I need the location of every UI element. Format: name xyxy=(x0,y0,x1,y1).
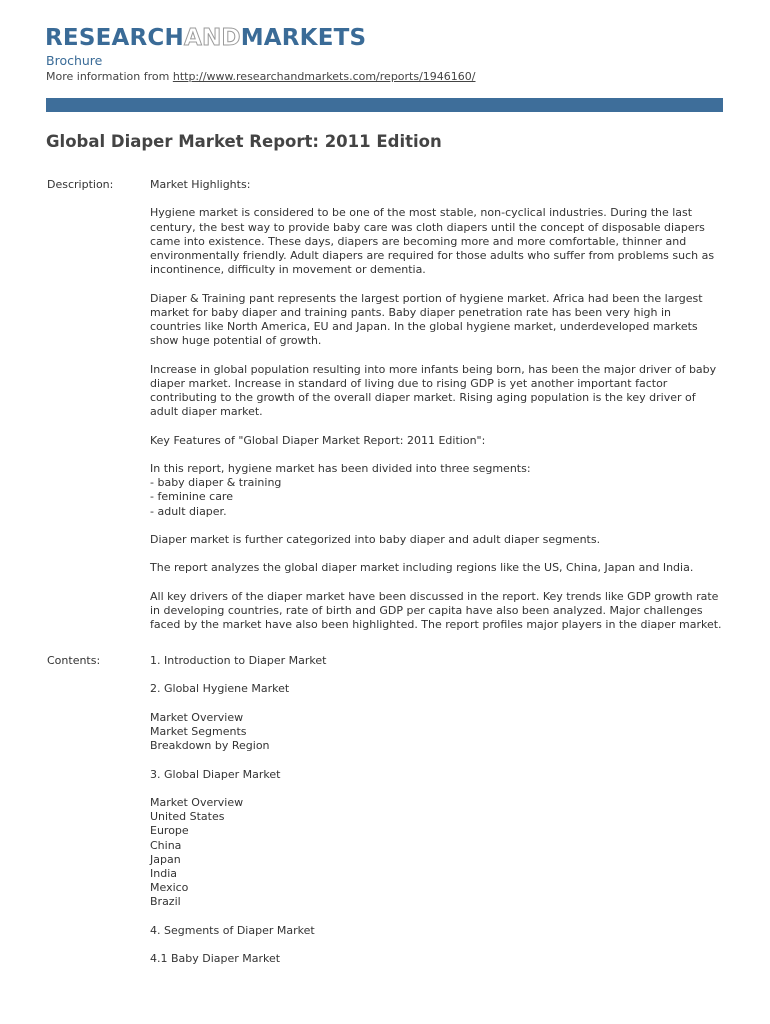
toc-subitem: United States xyxy=(150,810,225,824)
header-divider-bar xyxy=(46,98,723,112)
toc-subitem: Market Overview xyxy=(150,795,244,809)
report-url-link[interactable]: http://www.researchandmarkets.com/reports/1946160/ xyxy=(172,70,476,83)
toc-subitem: Brazil xyxy=(150,895,181,909)
desc-paragraph: The report analyzes the global diaper market including regions like the US, China, Japan and India. xyxy=(150,561,694,575)
toc-subitem: India xyxy=(150,866,177,880)
report-title: Global Diaper Market Report: 2011 Edition xyxy=(46,132,442,151)
toc-subitem: Breakdown by Region xyxy=(150,739,270,753)
toc-item: 1. Introduction to Diaper Market xyxy=(150,654,327,667)
more-info-prefix: More information from xyxy=(46,70,173,83)
toc-item: 2. Global Hygiene Market xyxy=(150,682,290,696)
logo-and: AND xyxy=(183,25,241,51)
logo-markets: MARKETS xyxy=(240,25,367,51)
brochure-heading: Brochure xyxy=(46,53,103,68)
desc-paragraph: Diaper market is further categorized into baby diaper and adult diaper segments. xyxy=(150,532,601,546)
more-info-line xyxy=(46,70,476,84)
desc-paragraph: Increase in global population resulting into more infants being born, has been the major driver of baby diaper market. Increase in standard of living due to rising GDP is yet another important factor contributing to the growth of the overall diaper market. Rising aging population is the key driver of adult diaper market. xyxy=(150,362,717,419)
desc-paragraph: Market Highlights: xyxy=(150,178,251,191)
toc-item: 4.1 Baby Diaper Market xyxy=(150,952,281,966)
contents-list xyxy=(150,654,725,981)
desc-paragraph: All key drivers of the diaper market have been discussed in the report. Key trends like GDP growth rate in developing countries, rate of birth and GDP per capita have also been analyzed. Major challenges faced by the market have also been highlighted. The report profiles major players in the diaper market. xyxy=(150,589,722,632)
toc-subitem: China xyxy=(150,838,182,852)
desc-paragraph: In this report, hygiene market has been divided into three segments: xyxy=(150,461,531,475)
segment-item: - adult diaper. xyxy=(150,504,227,518)
toc-subitem: Market Overview xyxy=(150,710,244,724)
segment-item: - feminine care xyxy=(150,490,233,504)
contents-label: Contents: xyxy=(47,654,101,667)
researchandmarkets-logo[interactable] xyxy=(45,24,366,52)
toc-subitem: Europe xyxy=(150,824,189,838)
toc-subitem: Japan xyxy=(150,852,181,866)
logo-research: RESEARCH xyxy=(45,25,184,51)
toc-item: 3. Global Diaper Market xyxy=(150,767,281,781)
desc-paragraph: Key Features of "Global Diaper Market Report: 2011 Edition": xyxy=(150,433,486,447)
desc-paragraph: Diaper & Training pant represents the largest portion of hygiene market. Africa had been the largest market for baby diaper and training pants. Baby diaper penetration rate has been very high in countries like North America, EU and Japan. In the global hygiene market, underdeveloped markets show huge potential of growth. xyxy=(150,291,703,348)
segments-block xyxy=(150,462,725,519)
segment-item: - baby diaper & training xyxy=(150,476,282,490)
description-body xyxy=(150,178,725,647)
desc-paragraph: Hygiene market is considered to be one of the most stable, non-cyclical industries. During the last century, the best way to provide baby care was cloth diapers until the concept of disposable diapers came into existence. These days, diapers are becoming more and more comfortable, thinner and environmentally friendly. Adult diapers are required for those adults who suffer from problems such as incontinence, difficulty in movement or dementia. xyxy=(150,206,715,277)
toc-subitem: Mexico xyxy=(150,881,189,895)
toc-subitem: Market Segments xyxy=(150,724,247,738)
description-label: Description: xyxy=(47,178,114,191)
toc-item: 4. Segments of Diaper Market xyxy=(150,923,315,937)
